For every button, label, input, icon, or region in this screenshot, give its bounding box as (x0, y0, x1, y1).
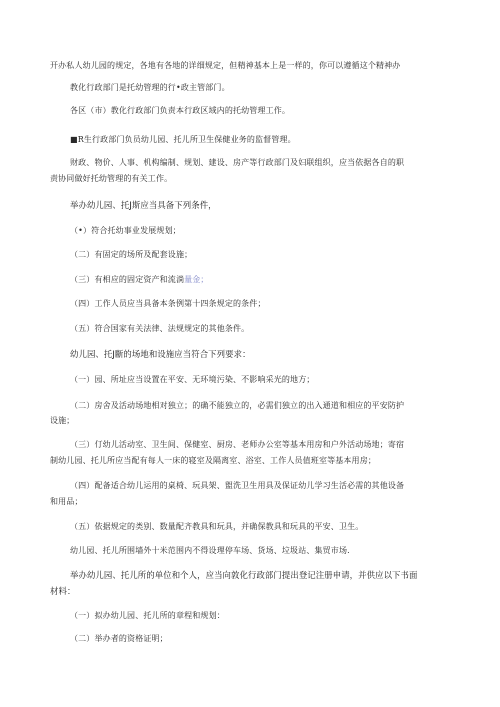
list-item: （四）配备适合幼儿运用的桌椅、玩具架、盥洗卫生用具及保证幼儿学习生活必需的其他设备 (70, 481, 405, 490)
paragraph-line: 各区（市）教化行政部门负责本行政区域内的托幼管理工作。 (70, 106, 291, 115)
list-item (70, 275, 209, 285)
list-item: （三）仃幼儿活动室、卫生间、保健室、厨房、老师办公室等基本用房和户外活动场地；寄宿 (70, 440, 405, 449)
section-heading-continuation: 材料： (50, 586, 76, 596)
list-item-text: （三）有相应的固定资产和流淌 (70, 275, 185, 284)
paragraph-line: 幼儿园、托儿所围墙外十米范围内不得设理停车场、货场、垃圾站、集贸市场. (70, 546, 350, 555)
paragraph-line: 开办私人幼儿园的规定，各地有各地的详细规定，但精神基本上是一样的，你可以遵循这个精神办 (50, 61, 401, 70)
section-heading: 举办幼儿园、托儿所的单位和个人，应当向敦化行政部门提出登记注册申请，并供应以下书面 (70, 570, 418, 580)
list-item: （一）园、所址应当设置在平安、无环境污染、不影响采光的地方； (70, 375, 315, 384)
paragraph-line: 财政、物价、人事、机构编制、规划、建设、房产等行政部门及妇联组织，应当依据各自的职 (70, 158, 405, 167)
highlighted-text: 量金； (184, 275, 209, 284)
list-item-continuation: 制幼儿园、托儿所应当配有每人一床的寝室及隔离室、浴室、工作人员值班室等基本用房； (50, 456, 376, 465)
list-item-continuation: 和用品； (50, 497, 83, 506)
list-item: （五）依据规定的类别、数量配齐教具和玩具，并确保教具和玩具的平安、卫生。 (70, 522, 364, 531)
paragraph-line: 责协同做好托幼管理的有关工作。 (50, 174, 173, 183)
list-item: （•）符合托幼事业发展规划； (70, 226, 181, 235)
list-item: （四）工作人员应当具备本条例第十四条规定的条件； (70, 299, 266, 308)
paragraph-line: ■R生行政部门负员幼儿园、托儿所卫生保健业务的监督管理。 (70, 135, 296, 144)
list-item: （二）有固定的场所及配套设施； (70, 250, 193, 259)
list-item: （一）拟办幼儿园、托儿所的章程和规划： (70, 611, 225, 620)
list-item: （二）房舍及活动场地相对独立；的确不能独立的，必需们独立的出入通道和相应的平安防护 (70, 401, 405, 410)
paragraph-line: 教化行政部门是托幼管理的行•政主管部门。 (70, 83, 230, 92)
section-heading: 幼儿园、托J斷的场地和设施应当符合下列要求： (70, 349, 251, 359)
section-heading: 举办幼儿园、托J斯应当具备下列条件， (70, 200, 217, 210)
list-item: （五）符合国家有关法律、法规规定的其他条件。 (70, 324, 250, 333)
list-item: （二）举办者的资格证明； (70, 634, 168, 643)
list-item-continuation: 设施； (50, 416, 75, 425)
